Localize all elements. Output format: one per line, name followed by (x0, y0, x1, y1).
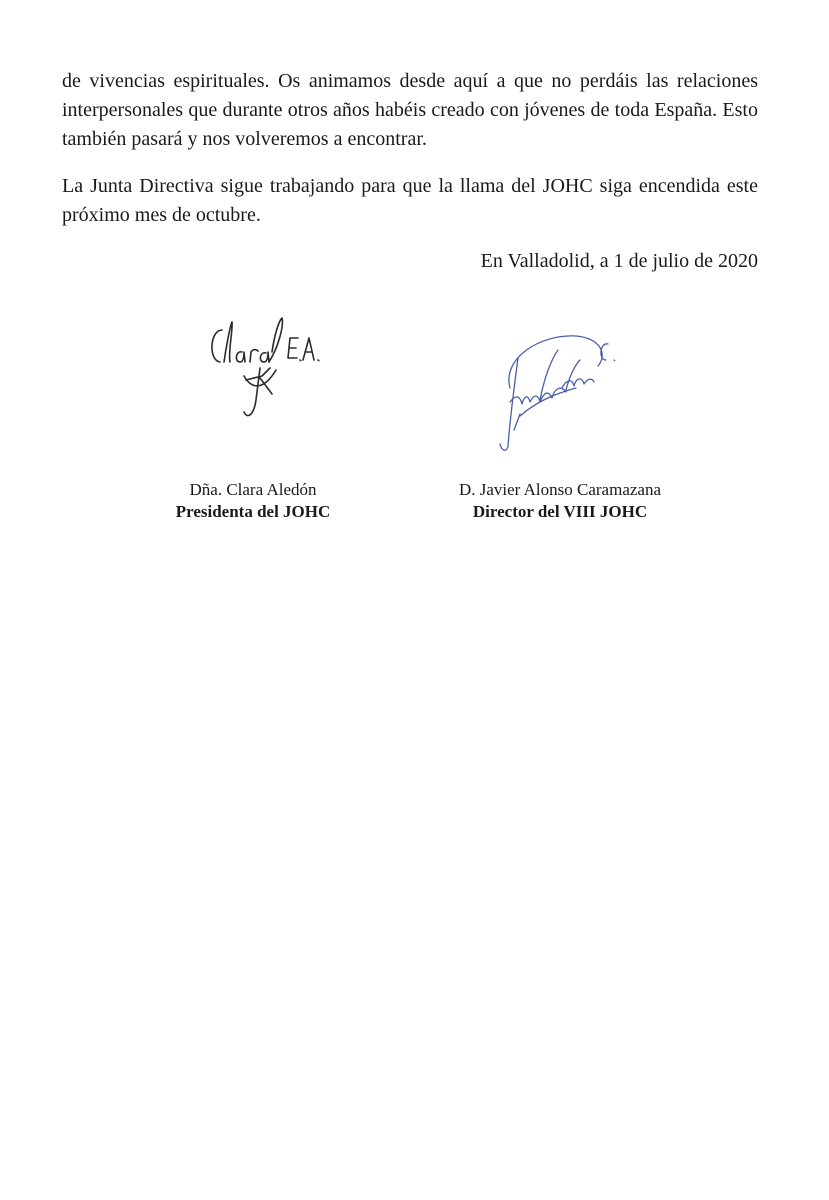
signer-block-javier (410, 479, 710, 523)
signer-role-clara: Presidenta del JOHC (175, 502, 331, 521)
signer-role-javier: Director del VIII JOHC (472, 502, 648, 521)
signature-clara-image (200, 308, 320, 438)
signature-javier-image (480, 318, 630, 458)
signer-block-clara (103, 479, 403, 523)
date-line: En Valladolid, a 1 de julio de 2020 (480, 250, 758, 272)
signer-name-javier: D. Javier Alonso Caramazana (458, 480, 662, 499)
paragraph-2: La Junta Directiva sigue trabajando para que la llama del JOHC siga encendida este próximo mes de octubre. (62, 175, 758, 226)
paragraph-1: de vivencias espirituales. Os animamos desde aquí a que no perdáis las relaciones interpersonales que durante otros años habéis creado con jóvenes de toda España. Esto también pasará y nos volveremos a encontrar. (62, 70, 758, 150)
signer-name-clara: Dña. Clara Aledón (189, 480, 317, 499)
